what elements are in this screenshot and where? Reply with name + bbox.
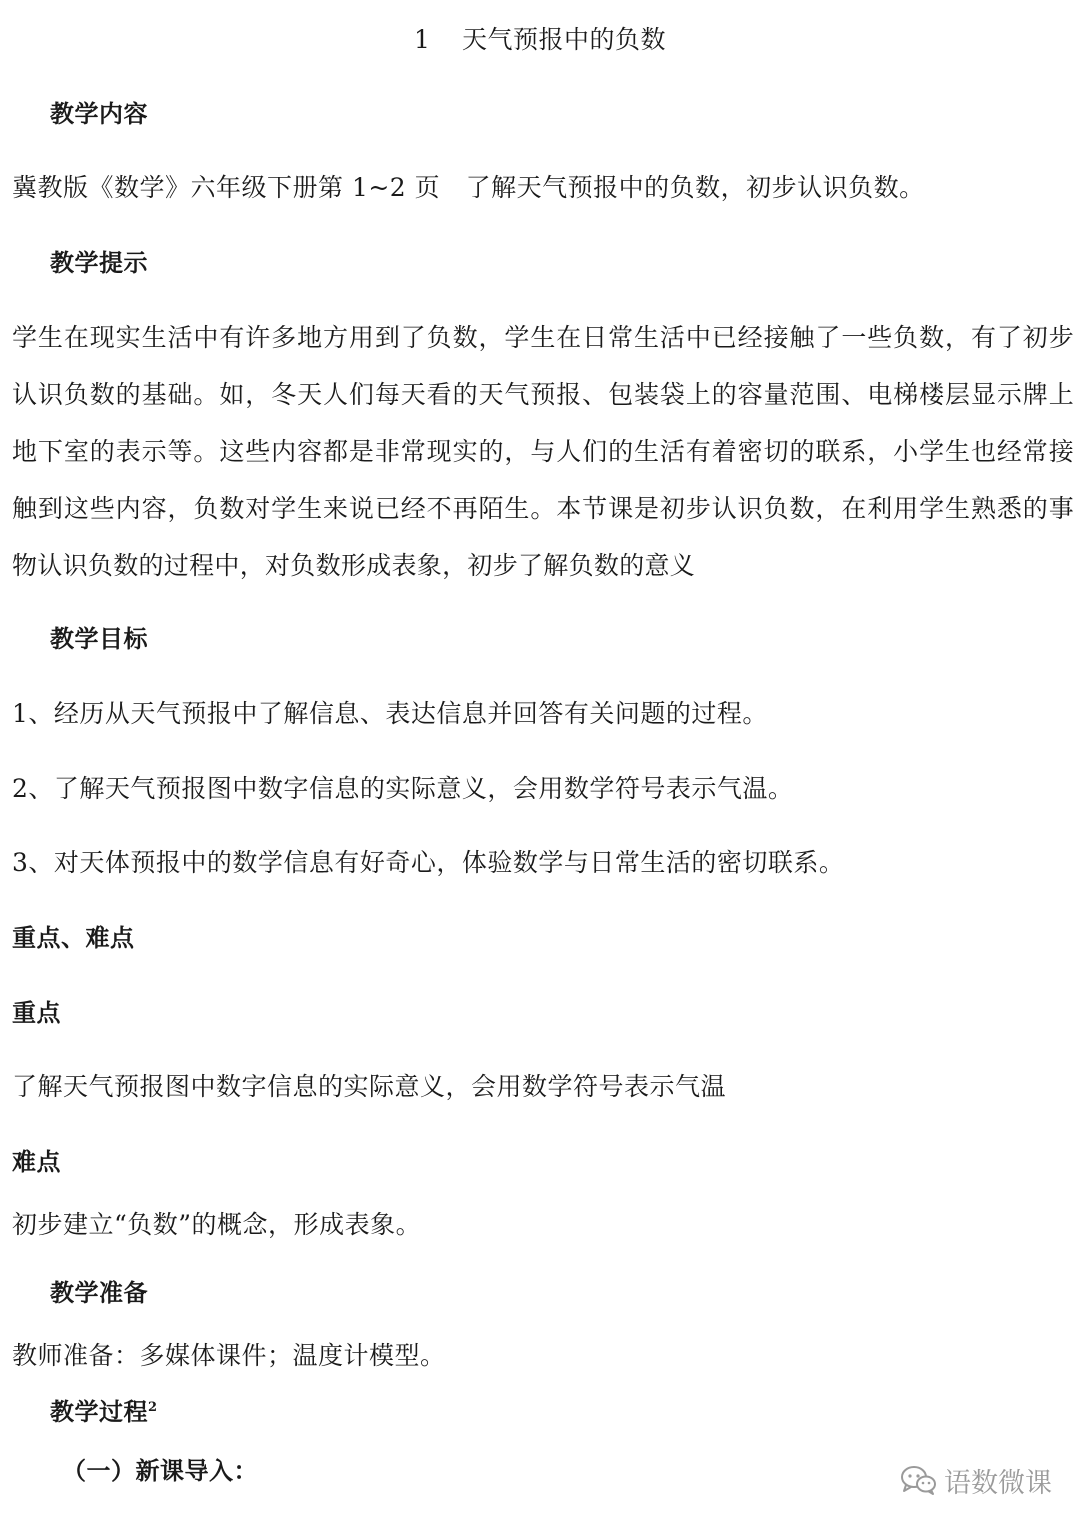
difficult-heading: 难点 <box>12 1147 61 1176</box>
hint-paragraph: 学生在现实生活中有许多地方用到了负数，学生在日常生活中已经接触了一些负数，有了初步认识负数的基础。如，冬天人们每天看的天气预报、包装袋上的容量范围、电梯楼层显示牌上地下室的表示等。这些内容都是非常现实的，与人们的生活有着密切的联系，小学生也经常接触到这些内容，负数对学生来说已经不再陌生。本节课是初步认识负数，在利用学生熟悉的事物认识负数的过程中，对负数形成表象，初步了解负数的意义 <box>12 323 1074 580</box>
footnote-marker: 2 <box>148 1400 158 1415</box>
difficult-text: 初步建立“负数”的概念，形成表象。 <box>12 1210 422 1239</box>
process-heading <box>50 1396 158 1428</box>
goal-item-1: 1、经历从天气预报中了解信息、表达信息并回答有关问题的过程。 <box>12 699 768 728</box>
watermark <box>900 1463 1052 1497</box>
process-heading-text: 教学过程 <box>50 1397 148 1426</box>
goals-heading: 教学目标 <box>50 624 148 653</box>
key-text: 了解天气预报图中数字信息的实际意义，会用数学符号表示气温 <box>12 1072 727 1101</box>
title-number: 1 <box>414 25 431 54</box>
content-text: 冀教版《数学》六年级下册第 1~2 页 了解天气预报中的负数，初步认识负数。 <box>12 173 925 202</box>
prep-text: 教师准备：多媒体课件；温度计模型。 <box>12 1341 446 1370</box>
key-difficult-heading: 重点、难点 <box>12 923 135 952</box>
key-heading: 重点 <box>12 998 61 1027</box>
hint-heading: 教学提示 <box>50 248 148 277</box>
content-heading: 教学内容 <box>50 99 148 128</box>
watermark-text: 语数微课 <box>944 1467 1052 1499</box>
title-text: 天气预报中的负数 <box>462 25 667 54</box>
goal-item-3: 3、对天体预报中的数学信息有好奇心，体验数学与日常生活的密切联系。 <box>12 848 845 877</box>
goal-item-2: 2、了解天气预报图中数字信息的实际意义，会用数学符号表示气温。 <box>12 774 794 803</box>
intro-heading: （一）新课导入： <box>62 1456 258 1485</box>
wechat-icon <box>900 1464 938 1496</box>
prep-heading: 教学准备 <box>50 1278 148 1307</box>
page-title <box>414 24 666 56</box>
